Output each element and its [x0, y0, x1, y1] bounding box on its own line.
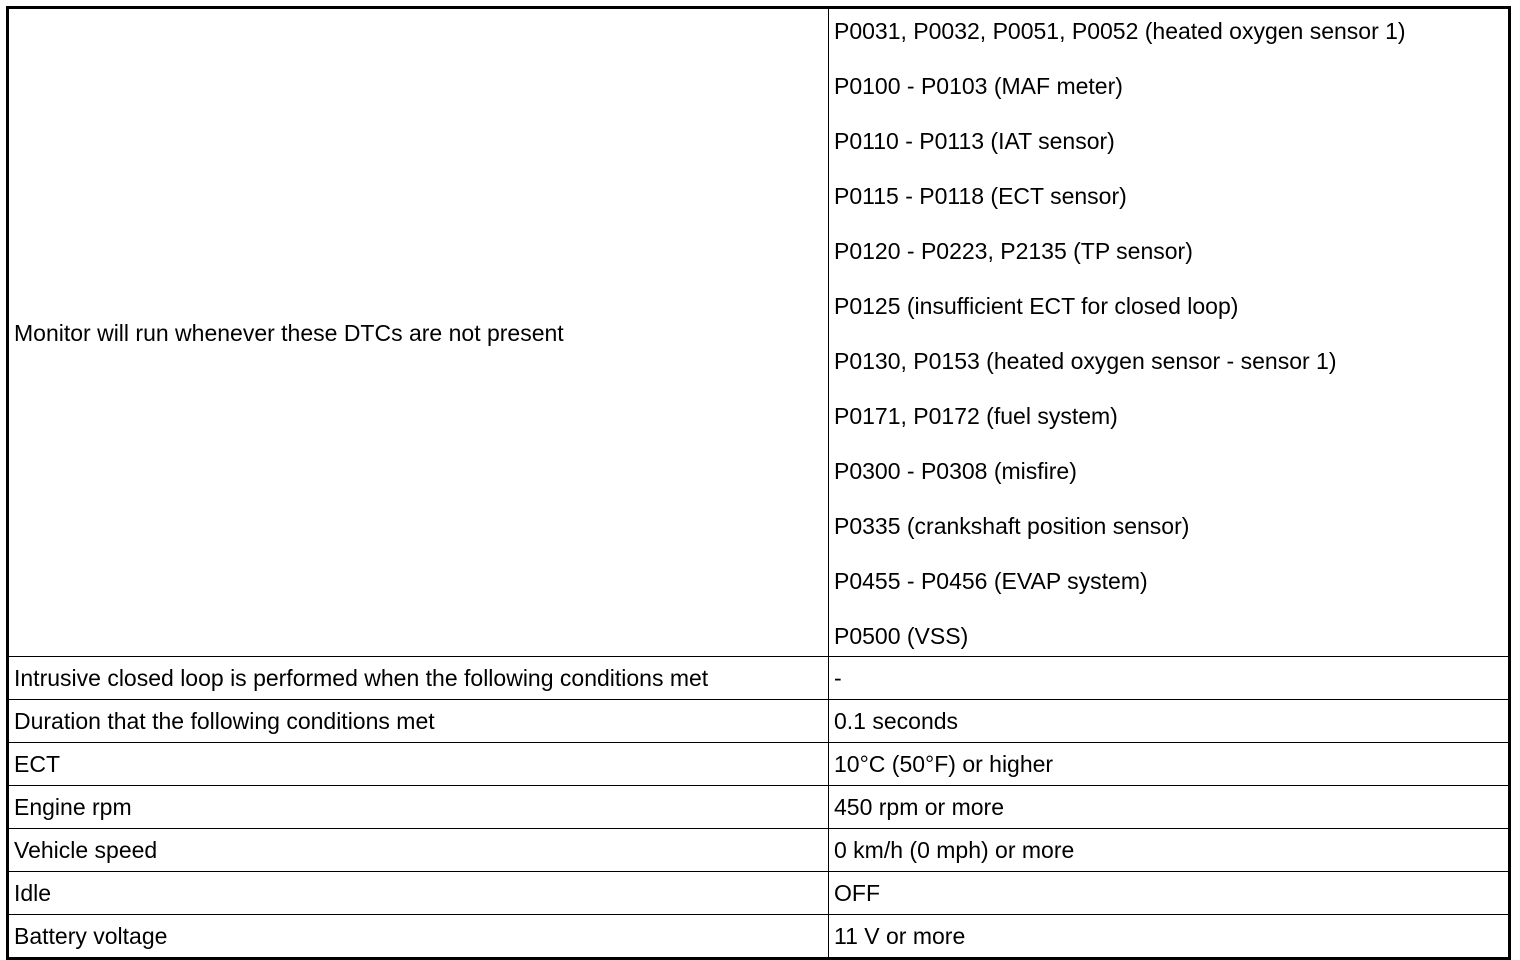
- condition-value: 10°C (50°F) or higher: [829, 743, 1510, 786]
- dtc-item: P0031, P0032, P0051, P0052 (heated oxygen sensor 1): [834, 18, 1406, 44]
- dtc-item: P0455 - P0456 (EVAP system): [834, 568, 1148, 594]
- table-row: [8, 700, 1510, 743]
- condition-label: Intrusive closed loop is performed when the following conditions met: [8, 657, 829, 700]
- condition-label: Engine rpm: [8, 786, 829, 829]
- condition-value: -: [829, 657, 1510, 700]
- dtc-item: P0171, P0172 (fuel system): [834, 403, 1118, 429]
- table-row: [8, 786, 1510, 829]
- condition-value: 11 V or more: [829, 915, 1510, 959]
- dtc-item: P0100 - P0103 (MAF meter): [834, 73, 1123, 99]
- dtc-row-label: Monitor will run whenever these DTCs are not present: [8, 8, 829, 657]
- condition-label: Duration that the following conditions met: [8, 700, 829, 743]
- table-row: [8, 829, 1510, 872]
- condition-label: Idle: [8, 872, 829, 915]
- condition-label: ECT: [8, 743, 829, 786]
- dtc-item: P0335 (crankshaft position sensor): [834, 513, 1190, 539]
- table-row: [8, 915, 1510, 959]
- dtc-item: P0120 - P0223, P2135 (TP sensor): [834, 238, 1193, 264]
- dtc-item: P0125 (insufficient ECT for closed loop): [834, 293, 1239, 319]
- table-row: [8, 657, 1510, 700]
- dtc-item: P0115 - P0118 (ECT sensor): [834, 183, 1127, 209]
- condition-value: 0.1 seconds: [829, 700, 1510, 743]
- condition-value: 450 rpm or more: [829, 786, 1510, 829]
- condition-label: Vehicle speed: [8, 829, 829, 872]
- condition-value: 0 km/h (0 mph) or more: [829, 829, 1510, 872]
- table-row: [8, 872, 1510, 915]
- conditions-table: [6, 6, 1511, 960]
- dtc-item: P0500 (VSS): [834, 623, 969, 649]
- dtc-list-cell: [829, 8, 1510, 657]
- condition-value: OFF: [829, 872, 1510, 915]
- table-row: [8, 8, 1510, 657]
- dtc-item: P0110 - P0113 (IAT sensor): [834, 128, 1115, 154]
- dtc-item: P0130, P0153 (heated oxygen sensor - sensor 1): [834, 348, 1337, 374]
- condition-label: Battery voltage: [8, 915, 829, 959]
- dtc-list: [834, 17, 1508, 650]
- table-row: [8, 743, 1510, 786]
- dtc-item: P0300 - P0308 (misfire): [834, 458, 1077, 484]
